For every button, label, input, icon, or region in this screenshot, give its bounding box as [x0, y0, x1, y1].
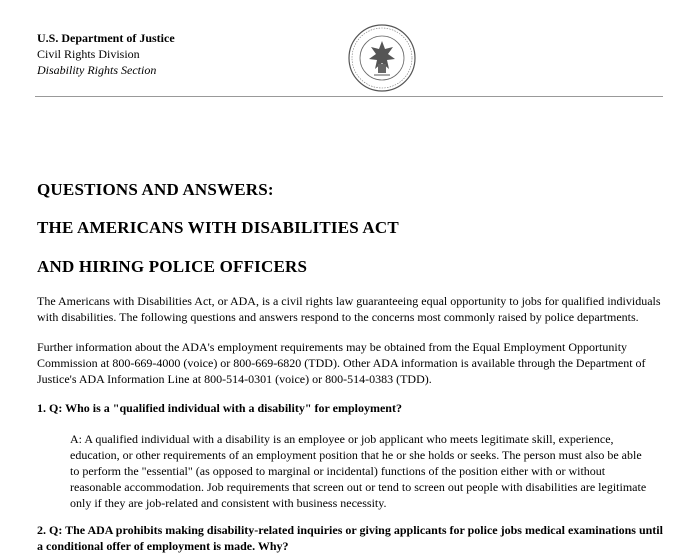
question-1: 1. Q: Who is a "qualified individual with a disability" for employment?	[37, 401, 402, 415]
further-info-paragraph: Further information about the ADA's employment requirements may be obtained from the Equal Employment Opportunity Commission at 800-669-4000 (voice) or 800-669-6820 (TDD). Other ADA information is available through the Department of Justice's ADA Information Line at 800-514-0301 (voice) or 800-514-0383 (TDD).	[37, 340, 646, 386]
question-2: 2. Q: The ADA prohibits making disability-related inquiries or giving applicants for police jobs medical examinations until a conditional offer of employment is made. Why?	[37, 523, 663, 553]
intro-paragraph: The Americans with Disabilities Act, or ADA, is a civil rights law guaranteeing equal opportunity to jobs for qualified individuals with disabilities. The following questions and answers respond to the concerns most commonly raised by police departments.	[37, 294, 661, 324]
title-line-3: AND HIRING POLICE OFFICERS	[37, 257, 308, 276]
title-line-2: THE AMERICANS WITH DISABILITIES ACT	[37, 218, 399, 237]
header-rule	[35, 96, 663, 97]
doj-seal-icon	[347, 23, 417, 93]
letterhead	[37, 30, 663, 96]
answer-1: A: A qualified individual with a disability is an employee or job applicant who meets legitimate skill, experience, education, or other requirements of an employment position that he or she holds or seeks. The person must also be able to perform the "essential" (as opposed to marginal or incidental) functions of the position either with or without reasonable accommodation. Job requirements that screen out or tend to screen out people with disabilities are legitimate only if they are job-related and consistent with business necessity.	[70, 432, 647, 510]
department-name: U.S. Department of Justice	[37, 31, 175, 45]
division-name: Civil Rights Division	[37, 47, 140, 61]
title-line-1: QUESTIONS AND ANSWERS:	[37, 180, 274, 199]
section-name: Disability Rights Section	[37, 63, 157, 77]
